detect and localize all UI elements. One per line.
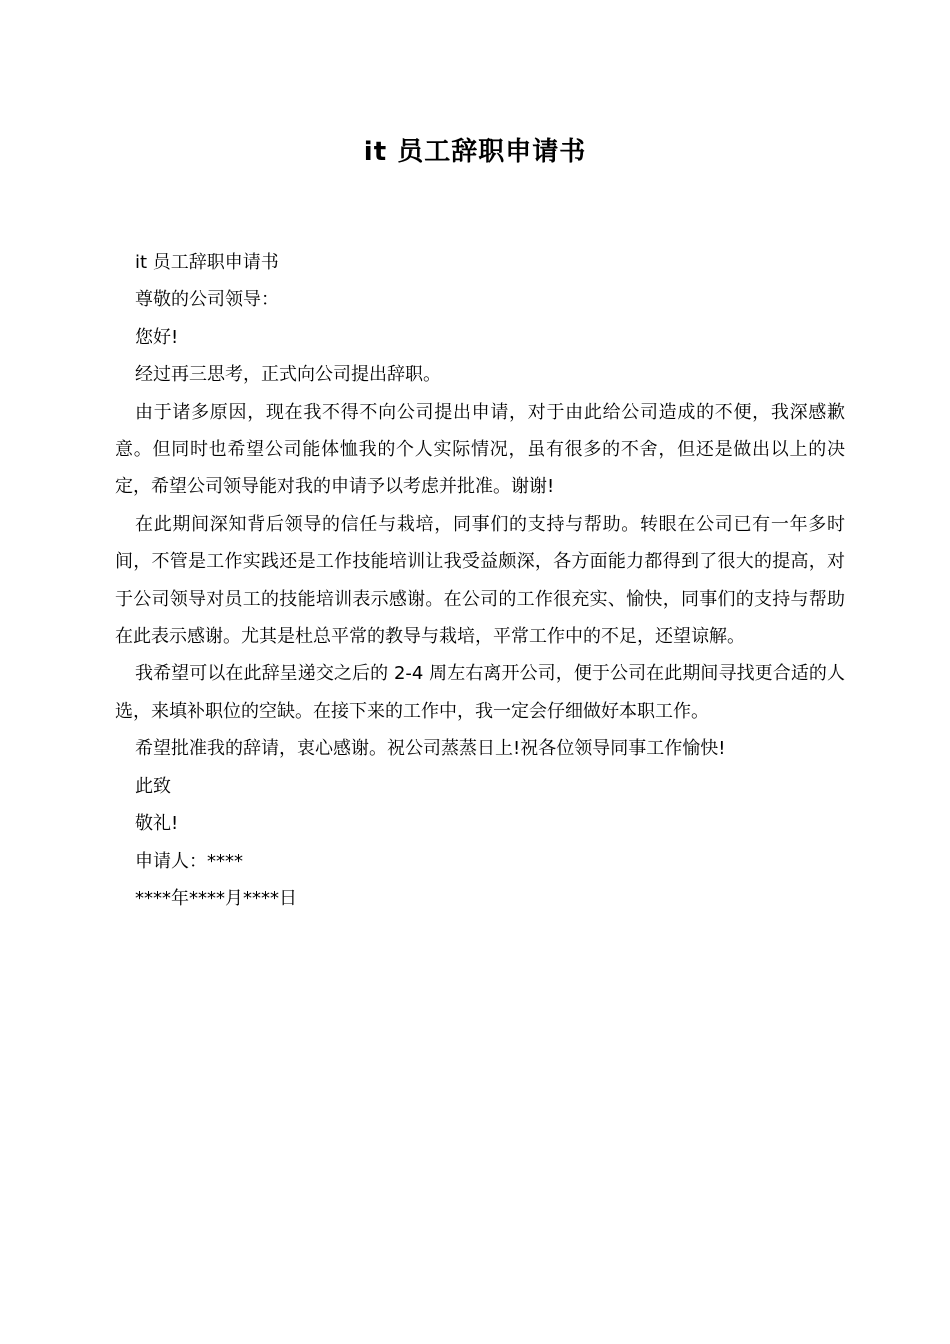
paragraph-greeting: 您好! xyxy=(135,326,179,348)
paragraph-reason: 由于诸多原因，现在我不得不向公司提出申请，对于由此给公司造成的不便，我深感歉意。但同时也希望公司能体恤我的个人实际情况，虽有很多的不舍，但还是做出以上的决定，希望公司领导能对我的申请予以考虑并批准。谢谢! xyxy=(115,401,845,498)
paragraph-date: ****年****月****日 xyxy=(135,887,297,909)
paragraph-applicant: 申请人：**** xyxy=(135,850,243,872)
paragraph-timeline: 我希望可以在此辞呈递交之后的 2-4 周左右离开公司，便于公司在此期间寻找更合适的人选，来填补职位的空缺。在接下来的工作中，我一定会仔细做好本职工作。 xyxy=(115,663,845,722)
paragraph-intro: 经过再三思考，正式向公司提出辞职。 xyxy=(135,364,441,386)
paragraph-regards: 敬礼! xyxy=(135,813,179,835)
paragraph-salutation: 尊敬的公司领导： xyxy=(135,289,279,311)
paragraph-sign-off: 此致 xyxy=(135,775,171,797)
paragraph-subtitle: it 员工辞职申请书 xyxy=(135,252,279,273)
paragraph-gratitude: 在此期间深知背后领导的信任与栽培，同事们的支持与帮助。转眼在公司已有一年多时间，不管是工作实践还是工作技能培训让我受益颇深，各方面能力都得到了很大的提高，对于公司领导对员工的技能培训表示感谢。在公司的工作很充实、愉快，同事们的支持与帮助在此表示感谢。尤其是杜总平常的教导与栽培，平常工作中的不足，还望谅解。 xyxy=(115,513,845,648)
document-title: it 员工辞职申请书 xyxy=(363,137,587,167)
paragraph-closing-wish: 希望批准我的辞请，衷心感谢。祝公司蒸蒸日上!祝各位领导同事工作愉快! xyxy=(135,738,726,760)
document-body xyxy=(115,244,845,917)
